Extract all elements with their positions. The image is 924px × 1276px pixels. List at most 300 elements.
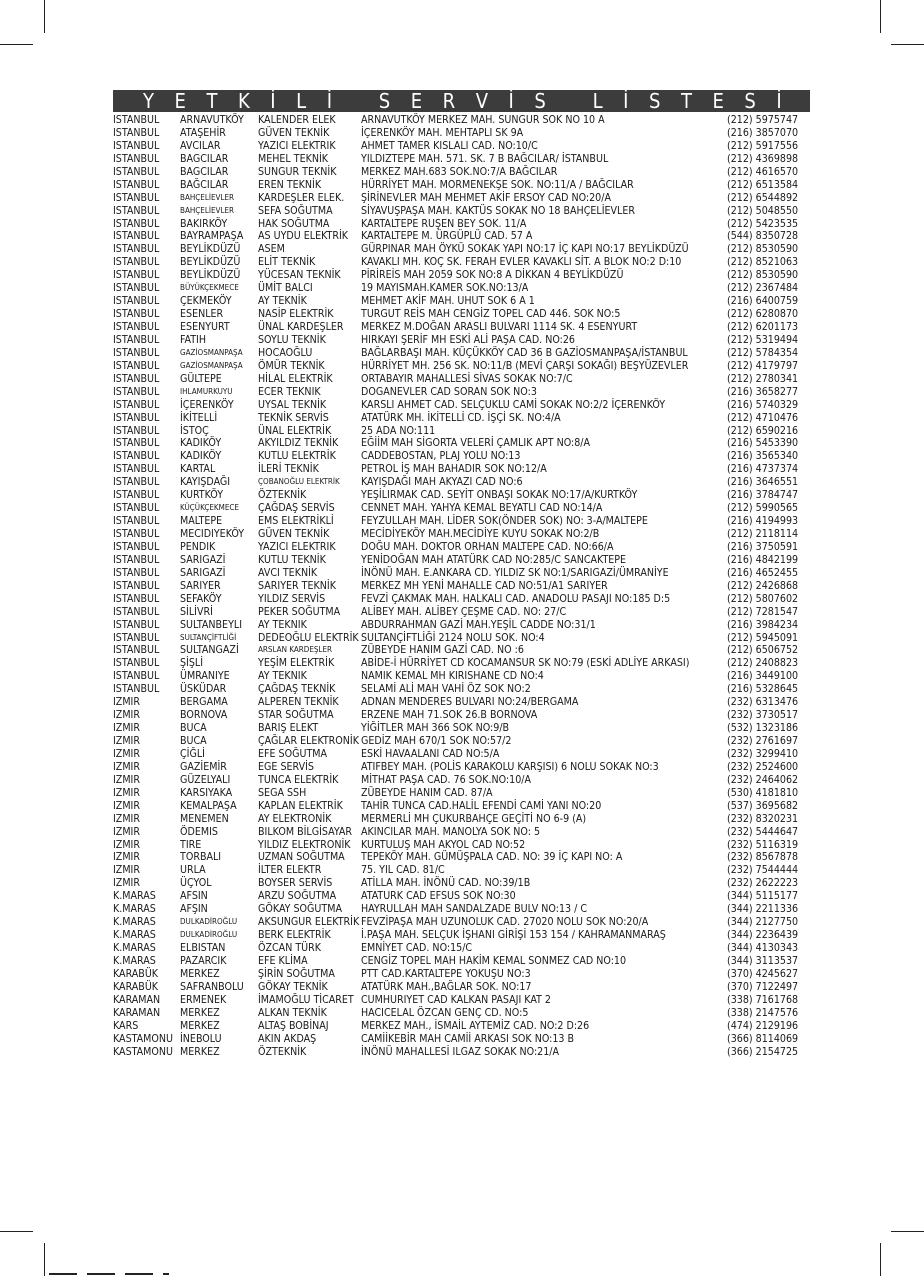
address-cell: İÇERENKÖY MAH. MEHTAPLI SK 9A — [361, 126, 524, 139]
district-cell: ŞİŞLİ — [180, 657, 204, 670]
address-cell: ATATURK CAD EFSUS SOK NO:30 — [361, 890, 516, 903]
phone-cell: (212) 6513584 — [727, 178, 799, 191]
table-row — [113, 942, 813, 955]
company-cell: ÇAĞLAR ELEKTRONİK — [258, 735, 359, 747]
title-letter: T — [680, 89, 692, 113]
phone-cell: (370) 4245627 — [727, 967, 799, 980]
city-cell: ISTANBUL — [113, 618, 160, 631]
district-cell: İKİTELLİ — [180, 411, 218, 424]
address-cell: MERKEZ M.DOĞAN ARASLI BULVARI 1114 SK. 4 ESENYURT — [361, 321, 638, 333]
crop-mark — [891, 44, 924, 45]
phone-cell: (212) 6280870 — [727, 308, 799, 321]
table-row — [113, 386, 813, 399]
phone-cell: (232) 3299410 — [727, 747, 799, 760]
table-row — [113, 567, 813, 580]
address-cell: DOĞU MAH. DOKTOR ORHAN MALTEPE CAD. NO:66/A — [361, 540, 614, 553]
city-cell: ISTANBUL — [113, 683, 160, 696]
address-cell: CENGİZ TOPEL MAH HAKİM KEMAL SONMEZ CAD NO:10 — [361, 954, 627, 967]
company-cell: YILDIZ SERVİS — [258, 592, 326, 605]
city-cell: IZMIR — [113, 877, 140, 890]
district-cell: ARNAVUTKÖY — [180, 114, 244, 126]
district-cell: DULKADİROĞLU — [180, 930, 238, 940]
phone-cell: (212) 5048550 — [727, 204, 799, 217]
address-cell: ALİBEY MAH. ALİBEY ÇEŞME CAD. NO: 27/C — [361, 605, 567, 618]
title-letter: İ — [776, 89, 782, 113]
address-cell: EMNİYET CAD. NO:15/C — [361, 942, 473, 954]
city-cell: ISTANBUL — [113, 243, 160, 256]
table-row — [113, 580, 813, 593]
company-cell: KARDEŞLER ELEK. — [258, 191, 345, 204]
address-cell: CENNET MAH. YAHYA KEMAL BEYATLI CAD NO:14/A — [361, 502, 603, 515]
address-cell: HACICELAL ÖZCAN GENÇ CD. NO:5 — [361, 1006, 529, 1019]
company-cell: YILDIZ ELEKTRONİK — [258, 838, 351, 851]
table-row — [113, 800, 813, 813]
city-cell: IZMIR — [113, 786, 140, 799]
phone-cell: (232) 8320231 — [727, 812, 799, 825]
table-row — [113, 502, 813, 515]
city-cell: ISTANBUL — [113, 191, 160, 204]
company-cell: EFE KLİMA — [258, 954, 308, 967]
city-cell: KARAMAN — [113, 993, 161, 1006]
district-cell: GÜLTEPE — [180, 372, 222, 385]
district-cell: İÇERENKÖY — [180, 398, 234, 411]
phone-cell: (212) 2780341 — [727, 372, 799, 385]
city-cell: ISTANBUL — [113, 282, 160, 295]
phone-cell: (212) 5917556 — [727, 139, 799, 152]
phone-cell: (216) 5740329 — [727, 398, 799, 411]
phone-cell: (344) 3113537 — [727, 954, 799, 967]
title-letter: Y — [143, 89, 154, 113]
district-cell: MERKEZ — [180, 1045, 220, 1058]
company-cell: EMS ELEKTRİKLİ — [258, 515, 334, 528]
address-cell: SİYAVUŞPAŞA MAH. KAKTÜS SOKAK NO 18 BAHÇELİEVLER — [361, 204, 636, 217]
city-cell: KASTAMONU — [113, 1045, 173, 1058]
company-cell: UYSAL TEKNİK — [258, 398, 327, 411]
company-cell: AY TEKNIK — [258, 670, 307, 683]
district-cell: SULTANBEYLI — [180, 618, 243, 631]
phone-cell: (212) 5784354 — [727, 346, 799, 359]
phone-cell: (366) 2154725 — [727, 1045, 799, 1058]
table-row — [113, 425, 813, 438]
company-cell: HOCAOĞLU — [258, 346, 313, 359]
table-row — [113, 968, 813, 981]
address-cell: CADDEBOSTAN, PLAJ YOLU NO:13 — [361, 450, 521, 463]
table-row — [113, 282, 813, 295]
city-cell: ISTANBUL — [113, 424, 160, 437]
company-cell: SEGA SSH — [258, 786, 307, 799]
city-cell: K.MARAS — [113, 929, 156, 942]
address-cell: FEVZİPAŞA MAH UZUNOLUK CAD. 27020 NOLU SOK NO:20/A — [361, 916, 649, 929]
city-cell: ISTANBUL — [113, 139, 160, 152]
table-row — [113, 709, 813, 722]
city-cell: ISTANBUL — [113, 515, 160, 528]
address-cell: ABDURRAHMAN GAZİ MAH.YEŞİL CADDE NO:31/1 — [361, 618, 596, 631]
company-cell: BILKOM BİLGİSAYAR — [258, 825, 353, 838]
company-cell: ALKAN TEKNİK — [258, 1006, 327, 1019]
city-cell: ISTANBUL — [113, 114, 160, 126]
phone-cell: (216) 4652455 — [727, 566, 799, 579]
city-cell: ISTANBUL — [113, 204, 160, 217]
address-cell: DOGANEVLER CAD SORAN SOK NO:3 — [361, 385, 537, 398]
phone-cell: (212) 5975747 — [727, 114, 799, 126]
district-cell: KADIKÖY — [180, 450, 222, 463]
city-cell: IZMIR — [113, 760, 140, 773]
phone-cell: (212) 6201173 — [727, 321, 799, 333]
phone-cell: (216) 4737374 — [727, 463, 799, 476]
city-cell: ISTANBUL — [113, 528, 160, 540]
phone-cell: (212) 2408823 — [727, 657, 799, 670]
district-cell: KÜÇÜKÇEKMECE — [180, 503, 239, 513]
phone-cell: (232) 5116319 — [727, 838, 799, 851]
city-cell: IZMIR — [113, 799, 140, 812]
district-cell: BAHÇELİEVLER — [180, 192, 234, 202]
city-cell: IZMIR — [113, 773, 140, 786]
phone-cell: (344) 5115177 — [727, 890, 799, 903]
title-letter: S — [378, 89, 391, 113]
table-row — [113, 399, 813, 412]
table-row — [113, 450, 813, 463]
city-cell: K.MARAS — [113, 942, 156, 954]
city-cell: ISTANBUL — [113, 295, 160, 308]
city-cell: ISTANBUL — [113, 450, 160, 463]
city-cell: ISTANBUL — [113, 592, 160, 605]
company-cell: GÜVEN TEKNİK — [258, 528, 330, 540]
city-cell: IZMIR — [113, 864, 140, 877]
address-cell: EĞİİM MAH SİGORTA VELERİ ÇAMLIK APT NO:8/A — [361, 437, 591, 450]
district-cell: BERGAMA — [180, 696, 228, 709]
phone-cell: (212) 2118114 — [727, 528, 799, 540]
company-cell: TEKNİK SERVİS — [258, 411, 329, 424]
city-cell: ISTANBUL — [113, 217, 160, 230]
district-cell: SAFRANBOLU — [180, 980, 244, 993]
city-cell: ISTANBUL — [113, 579, 160, 592]
page-title-bar — [113, 90, 810, 112]
district-cell: BORNOVA — [180, 709, 228, 722]
title-letter: İ — [508, 89, 514, 113]
city-cell: KARS — [113, 1019, 139, 1032]
table-row — [113, 877, 813, 890]
city-cell: K.MARAS — [113, 890, 156, 903]
table-row — [113, 903, 813, 916]
address-cell: TURGUT REİS MAH CENGİZ TOPEL CAD 446. SOK NO:5 — [361, 308, 621, 321]
company-cell: AY TEKNIK — [258, 618, 307, 631]
phone-cell: (212) 5319494 — [727, 333, 799, 346]
phone-cell: (216) 4842199 — [727, 553, 799, 566]
table-row — [113, 606, 813, 619]
table-row — [113, 347, 813, 360]
table-row — [113, 826, 813, 839]
title-letter: V — [475, 89, 489, 113]
company-cell: BERK ELEKTRİK — [258, 929, 331, 942]
address-cell: GÜRPINAR MAH ÖYKÜ SOKAK YAPI NO:17 İÇ KAPI NO:17 BEYLİKDÜZÜ — [361, 243, 689, 256]
company-cell: MEHEL TEKNİK — [258, 152, 329, 165]
title-letter: K — [237, 89, 250, 113]
company-cell: KUTLU TEKNİK — [258, 553, 326, 566]
district-cell: ATAŞEHİR — [180, 126, 226, 139]
title-letter: S — [534, 89, 546, 113]
district-cell: SİLİVRİ — [180, 605, 213, 618]
address-cell: ATİLLA MAH. İNÖNÜ CAD. NO:39/1B — [361, 877, 531, 890]
address-cell: ATIFBEY MAH. (POLİS KARAKOLU KARŞISI) 6 NOLU SOKAK NO:3 — [361, 760, 659, 773]
address-cell: ATATÜRK MH. İKİTELLİ CD. İŞÇİ SK. NO:4/A — [361, 411, 561, 424]
address-cell: AHMET TAMER KISLALI CAD. NO:10/C — [361, 139, 538, 152]
phone-cell: (232) 8567878 — [727, 851, 799, 864]
address-cell: HAYRULLAH MAH SANDALZADE BULV NO:13 / C — [361, 903, 588, 916]
table-row — [113, 683, 813, 696]
district-cell: ÇİĞLİ — [180, 747, 205, 760]
district-cell: ESENYURT — [180, 321, 230, 333]
district-cell: ESENLER — [180, 308, 224, 321]
company-cell: ÇOBANOĞLU ELEKTRİK — [258, 477, 340, 487]
district-cell: BUCA — [180, 735, 207, 747]
table-row — [113, 955, 813, 968]
district-cell: BAĞCILAR — [180, 178, 229, 191]
address-cell: 25 ADA NO:111 — [361, 424, 436, 437]
city-cell: ISTANBUL — [113, 308, 160, 321]
crop-mark — [0, 1231, 33, 1232]
title-letter: T — [206, 89, 218, 113]
title-letter: İ — [270, 89, 276, 113]
district-cell: BEYLİKDÜZÜ — [180, 243, 241, 256]
phone-cell: (232) 6313476 — [727, 696, 799, 709]
company-cell: AS UYDU ELEKTRİK — [258, 230, 349, 243]
table-row — [113, 851, 813, 864]
city-cell: ISTANBUL — [113, 165, 160, 178]
district-cell: AFŞIN — [180, 903, 208, 916]
title-letter: R — [442, 89, 456, 113]
city-cell: ISTANBUL — [113, 657, 160, 670]
bottom-registration-marks — [49, 1273, 169, 1275]
table-row — [113, 632, 813, 645]
phone-cell: (232) 2524600 — [727, 760, 799, 773]
phone-cell: (212) 2426868 — [727, 579, 799, 592]
address-cell: ERZENE MAH 71.SOK 26.B BORNOVA — [361, 709, 538, 722]
city-cell: ISTANBUL — [113, 256, 160, 269]
company-cell: ÜMİT BALCI — [258, 282, 313, 295]
company-cell: AKSUNGUR ELEKTRİK — [258, 916, 360, 929]
table-row — [113, 463, 813, 476]
address-cell: ZÜBEYDE HANIM GAZİ CAD. NO :6 — [361, 644, 524, 657]
city-cell: IZMIR — [113, 722, 140, 735]
phone-cell: (212) 4369898 — [727, 152, 799, 165]
address-cell: 19 MAYISMAH.KAMER SOK.NO:13/A — [361, 282, 529, 295]
table-row — [113, 619, 813, 632]
phone-cell: (338) 2147576 — [727, 1006, 799, 1019]
table-row — [113, 308, 813, 321]
phone-cell: (216) 3984234 — [727, 618, 799, 631]
phone-cell: (344) 2127750 — [727, 916, 799, 929]
table-row — [113, 334, 813, 347]
table-row — [113, 256, 813, 269]
address-cell: 75. YIL CAD. 81/C — [361, 864, 445, 877]
table-row — [113, 696, 813, 709]
city-cell: ISTANBUL — [113, 631, 160, 644]
company-cell: AKIN AKDAŞ — [258, 1032, 317, 1045]
company-cell: GÜVEN TEKNİK — [258, 126, 330, 139]
crop-mark — [880, 0, 881, 33]
district-cell: GAZİEMİR — [180, 760, 227, 773]
company-cell: KAPLAN ELEKTRİK — [258, 799, 343, 812]
company-cell: PEKER SOĞUTMA — [258, 605, 341, 618]
address-cell: FEYZULLAH MAH. LİDER SOK(ÖNDER SOK) NO: 3-A/MALTEPE — [361, 515, 648, 528]
table-row — [113, 140, 813, 153]
phone-cell: (232) 2761697 — [727, 735, 799, 747]
city-cell: ISTANBUL — [113, 152, 160, 165]
company-cell: ÜNAL KARDEŞLER — [258, 321, 344, 333]
table-row — [113, 515, 813, 528]
table-row — [113, 644, 813, 657]
district-cell: MERKEZ — [180, 1019, 220, 1032]
phone-cell: (212) 4616570 — [727, 165, 799, 178]
table-row — [113, 127, 813, 140]
district-cell: FATIH — [180, 333, 207, 346]
address-cell: MERKEZ MAH.683 SOK.NO:7/A BAĞCILAR — [361, 165, 558, 178]
company-cell: ÜNAL ELEKTRİK — [258, 424, 332, 437]
phone-cell: (232) 2622223 — [727, 877, 799, 890]
table-row — [113, 929, 813, 942]
table-row — [113, 1046, 813, 1059]
city-cell: ISTANBUL — [113, 502, 160, 515]
table-row — [113, 748, 813, 761]
table-row — [113, 114, 813, 127]
phone-cell: (232) 2464062 — [727, 773, 799, 786]
district-cell: PENDIK — [180, 540, 216, 553]
company-cell: GÖKAY TEKNİK — [258, 980, 328, 993]
phone-cell: (370) 7122497 — [727, 980, 799, 993]
crop-mark — [880, 1243, 881, 1276]
company-cell: NASİP ELEKTRİK — [258, 308, 334, 321]
address-cell: ORTABAYIR MAHALLESİ SİVAS SOKAK NO:7/C — [361, 372, 573, 385]
title-letter: İ — [326, 89, 333, 113]
company-cell: GÖKAY SOĞUTMA — [258, 903, 342, 916]
district-cell: KURTKÖY — [180, 489, 224, 502]
district-cell: KARSIYAKA — [180, 786, 233, 799]
city-cell: K.MARAS — [113, 903, 156, 916]
company-cell: ALPEREN TEKNİK — [258, 696, 339, 709]
address-cell: İNÖNÜ MAH. E.ANKARA CD. YILDIZ SK NO:1/SARIGAZİ/ÜMRANİYE — [361, 566, 669, 579]
phone-cell: (212) 6590216 — [727, 424, 799, 437]
table-row — [113, 437, 813, 450]
crop-mark — [0, 44, 33, 45]
city-cell: ISTANBUL — [113, 230, 160, 243]
address-cell: YILDIZTEPE MAH. 571. SK. 7 B BAĞCILAR/ İSTANBUL — [361, 152, 609, 165]
table-row — [113, 916, 813, 929]
company-cell: YAZICI ELEKTRIK — [258, 540, 336, 553]
address-cell: KAYIŞDAĞI MAH AKYAZI CAD NO:6 — [361, 476, 523, 489]
company-cell: ŞİRİN SOĞUTMA — [258, 967, 335, 980]
address-cell: ESKİ HAVAALANI CAD NO:5/A — [361, 747, 500, 760]
title-letter: S — [649, 89, 661, 113]
table-row — [113, 243, 813, 256]
city-cell: ISTANBUL — [113, 566, 160, 579]
city-cell: ISTANBUL — [113, 476, 160, 489]
table-row — [113, 761, 813, 774]
company-cell: AKYILDIZ TEKNİK — [258, 437, 339, 450]
crop-mark — [44, 1243, 45, 1276]
company-cell: TUNCA ELEKTRİK — [258, 773, 339, 786]
table-row — [113, 153, 813, 166]
table-row — [113, 1007, 813, 1020]
address-cell: YİĞİTLER MAH 366 SOK NO:9/B — [361, 722, 510, 735]
phone-cell: (216) 6400759 — [727, 295, 799, 308]
address-cell: CAMİİKEBİR MAH CAMİİ ARKASI SOK NO:13 B — [361, 1032, 575, 1045]
district-cell: KADIKÖY — [180, 437, 222, 450]
company-cell: ÖZTEKNİK — [258, 489, 307, 502]
address-cell: YEŞİLIRMAK CAD. SEYİT ONBAŞI SOKAK NO:17/A/KURTKÖY — [361, 489, 638, 502]
table-row — [113, 321, 813, 334]
phone-cell: (344) 4130343 — [727, 942, 799, 954]
phone-cell: (216) 3857070 — [727, 126, 799, 139]
company-cell: DEDEOĞLU ELEKTRİK — [258, 631, 359, 644]
phone-cell: (344) 2236439 — [727, 929, 799, 942]
city-cell: KARAMAN — [113, 1006, 161, 1019]
district-cell: GAZİOSMANPAŞA — [180, 360, 243, 370]
city-cell: ISTANBUL — [113, 178, 160, 191]
district-cell: SULTANGAZİ — [180, 644, 239, 657]
company-cell: ÇAĞDAŞ TEKNİK — [258, 683, 336, 696]
company-cell: EREN TEKNİK — [258, 178, 322, 191]
company-cell: ÖMÜR TEKNİK — [258, 359, 325, 372]
city-cell: IZMIR — [113, 696, 140, 709]
district-cell: SARIGAZİ — [180, 566, 226, 579]
district-cell: TORBALI — [180, 851, 222, 864]
district-cell: ÇEKMEKÖY — [180, 295, 232, 308]
title-letter: E — [712, 89, 724, 113]
city-cell: ISTANBUL — [113, 553, 160, 566]
district-cell: PAZARCIK — [180, 954, 227, 967]
address-cell: MERKEZ MAH., İSMAİL AYTEMİZ CAD. NO:2 D:26 — [361, 1019, 590, 1032]
table-row — [113, 787, 813, 800]
district-cell: BAHÇELİEVLER — [180, 205, 234, 215]
service-list-table — [113, 114, 813, 1058]
company-cell: STAR SOĞUTMA — [258, 709, 334, 722]
phone-cell: (216) 5453390 — [727, 437, 799, 450]
company-cell: AY ELEKTRONİK — [258, 812, 332, 825]
address-cell: ZÜBEYDE HANIM CAD. 87/A — [361, 786, 493, 799]
phone-cell: (216) 3658277 — [727, 385, 799, 398]
city-cell: ISTANBUL — [113, 540, 160, 553]
district-cell: ÜMRANIYE — [180, 670, 230, 683]
company-cell: İLERİ TEKNİK — [258, 463, 319, 476]
phone-cell: (216) 5328645 — [727, 683, 799, 696]
table-row — [113, 813, 813, 826]
phone-cell: (344) 2211336 — [727, 903, 799, 916]
table-row — [113, 981, 813, 994]
phone-cell: (212) 4710476 — [727, 411, 799, 424]
address-cell: CUMHURIYET CAD KALKAN PASAJI KAT 2 — [361, 993, 551, 1006]
table-row — [113, 166, 813, 179]
company-cell: ÖZCAN TÜRK — [258, 942, 322, 954]
phone-cell: (212) 5945091 — [727, 631, 799, 644]
address-cell: MEHMET AKİF MAH. UHUT SOK 6 A 1 — [361, 295, 535, 308]
phone-cell: (212) 5807602 — [727, 592, 799, 605]
district-cell: BEYLİKDÜZÜ — [180, 269, 241, 282]
company-cell: İMAMOĞLU TİCARET — [258, 993, 354, 1006]
company-cell: YAZICI ELEKTRIK — [258, 139, 336, 152]
company-cell: EGE SERVİS — [258, 760, 314, 773]
address-cell: KARSLI AHMET CAD. SELÇUKLU CAMİ SOKAK NO:2/2 İÇERENKÖY — [361, 398, 666, 411]
company-cell: HAK SOĞUTMA — [258, 217, 330, 230]
table-row — [113, 864, 813, 877]
address-cell: KARTALTEPE RUŞEN BEY SOK. 11/A — [361, 217, 527, 230]
table-row — [113, 218, 813, 231]
table-row — [113, 269, 813, 282]
company-cell: SOYLU TEKNİK — [258, 333, 326, 346]
address-cell: MERMERLİ MH ÇUKURBAHÇE GEÇİTİ NO 6-9 (A) — [361, 812, 587, 825]
district-cell: GAZİOSMANPAŞA — [180, 347, 243, 357]
district-cell: MERKEZ — [180, 967, 220, 980]
address-cell: YENİDOĞAN MAH ATATÜRK CAD NO:285/C SANCAKTEPE — [361, 553, 627, 566]
